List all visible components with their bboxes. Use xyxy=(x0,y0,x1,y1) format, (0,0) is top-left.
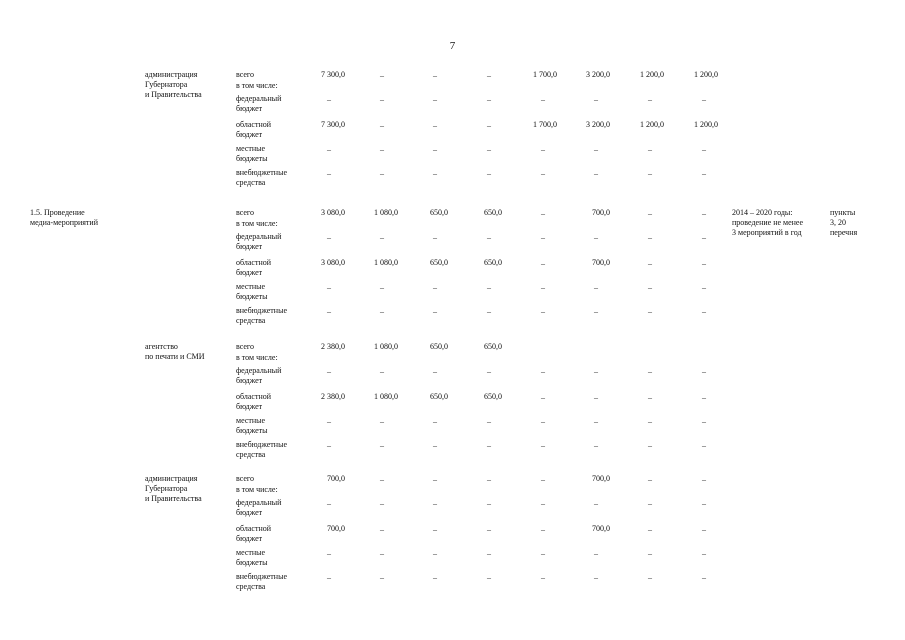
table-cell: – xyxy=(487,475,491,484)
table-cell: – xyxy=(702,549,706,558)
table-cell: – xyxy=(541,549,545,558)
funding-source-label: бюджет xyxy=(236,376,263,385)
executor-name: агентство xyxy=(145,342,178,351)
table-cell: 650,0 xyxy=(430,392,448,401)
table-cell: – xyxy=(702,475,706,484)
table-cell: 1 200,0 xyxy=(640,70,664,79)
table-cell: – xyxy=(380,233,384,242)
executor-name: по печати и СМИ xyxy=(145,352,205,361)
table-cell: 3 080,0 xyxy=(321,258,345,267)
table-cell: – xyxy=(702,233,706,242)
table-cell: – xyxy=(487,525,491,534)
funding-source-label: внебюджетные xyxy=(236,572,287,581)
table-cell: 1 080,0 xyxy=(374,392,398,401)
table-cell: – xyxy=(380,169,384,178)
table-cell: 700,0 xyxy=(592,474,610,483)
table-cell: – xyxy=(433,475,437,484)
table-cell: – xyxy=(594,549,598,558)
funding-source-label: бюджет xyxy=(236,242,263,251)
table-cell: – xyxy=(541,393,545,402)
funding-source-label: всего xyxy=(236,70,255,79)
table-cell: – xyxy=(541,283,545,292)
table-cell: – xyxy=(702,441,706,450)
table-cell: – xyxy=(702,393,706,402)
table-cell: – xyxy=(487,145,491,154)
table-cell: – xyxy=(594,145,598,154)
funding-source-label: бюджет xyxy=(236,402,263,411)
table-cell: – xyxy=(648,525,652,534)
table-cell: – xyxy=(648,307,652,316)
funding-source-label: бюджеты xyxy=(236,292,268,301)
table-cell: – xyxy=(594,169,598,178)
table-cell: – xyxy=(648,367,652,376)
funding-source-label: бюджет xyxy=(236,508,263,517)
table-cell: – xyxy=(541,209,545,218)
table-cell: 3 200,0 xyxy=(586,120,610,129)
table-cell: 700,0 xyxy=(327,524,345,533)
table-cell: – xyxy=(648,233,652,242)
table-cell: – xyxy=(594,499,598,508)
funding-source-label: областной xyxy=(236,524,272,533)
table-cell: – xyxy=(594,233,598,242)
page-number: 7 xyxy=(449,40,456,52)
funding-source-label: федеральный xyxy=(236,498,282,507)
funding-source-label: местные xyxy=(236,548,266,557)
table-cell: – xyxy=(433,307,437,316)
executor-name: администрация xyxy=(145,70,198,79)
table-cell: – xyxy=(702,209,706,218)
table-cell: – xyxy=(327,283,331,292)
table-cell: – xyxy=(541,169,545,178)
table-cell: – xyxy=(648,393,652,402)
table-cell: – xyxy=(702,307,706,316)
executor-name: администрация xyxy=(145,474,198,483)
funding-source-label: областной xyxy=(236,120,272,129)
table-cell: – xyxy=(433,499,437,508)
table-cell: 1 080,0 xyxy=(374,208,398,217)
table-cell: 650,0 xyxy=(484,342,502,351)
table-cell: – xyxy=(433,283,437,292)
table-cell: – xyxy=(648,573,652,582)
table-cell: – xyxy=(433,417,437,426)
table-cell: – xyxy=(648,283,652,292)
table-cell: – xyxy=(327,367,331,376)
table-cell: 650,0 xyxy=(430,342,448,351)
funding-source-label: бюджет xyxy=(236,268,263,277)
table-cell: 700,0 xyxy=(592,524,610,533)
funding-source-label: федеральный xyxy=(236,232,282,241)
table-cell: – xyxy=(594,307,598,316)
table-cell: – xyxy=(648,95,652,104)
table-cell: 3 200,0 xyxy=(586,70,610,79)
table-cell: 1 700,0 xyxy=(533,70,557,79)
table-cell: – xyxy=(327,573,331,582)
table-cell: – xyxy=(380,499,384,508)
funding-source-label: в том числе: xyxy=(236,81,278,90)
table-cell: – xyxy=(433,145,437,154)
funding-source-label: всего xyxy=(236,342,255,351)
table-cell: – xyxy=(702,259,706,268)
table-cell: – xyxy=(433,573,437,582)
table-cell: – xyxy=(487,441,491,450)
table-cell: – xyxy=(702,367,706,376)
table-cell: – xyxy=(487,169,491,178)
reference-note: пункты xyxy=(830,208,856,217)
funding-source-label: областной xyxy=(236,392,272,401)
funding-source-label: всего xyxy=(236,474,255,483)
table-cell: – xyxy=(702,283,706,292)
table-cell: – xyxy=(541,525,545,534)
funding-source-label: внебюджетные xyxy=(236,440,287,449)
funding-source-label: бюджеты xyxy=(236,154,268,163)
table-cell: – xyxy=(487,95,491,104)
funding-source-label: федеральный xyxy=(236,366,282,375)
table-cell: – xyxy=(433,549,437,558)
table-cell: – xyxy=(541,441,545,450)
table-cell: – xyxy=(702,525,706,534)
table-cell: – xyxy=(648,475,652,484)
table-cell: – xyxy=(380,71,384,80)
table-cell: 700,0 xyxy=(592,208,610,217)
table-cell: 650,0 xyxy=(484,392,502,401)
table-cell: – xyxy=(702,95,706,104)
table-cell: – xyxy=(380,441,384,450)
executor-name: и Правительства xyxy=(145,494,202,503)
table-cell: – xyxy=(433,71,437,80)
table-cell: – xyxy=(541,259,545,268)
table-cell: – xyxy=(648,549,652,558)
table-cell: – xyxy=(594,283,598,292)
table-cell: – xyxy=(327,307,331,316)
item-title: медиа-мероприятий xyxy=(30,218,98,227)
funding-source-label: местные xyxy=(236,144,266,153)
expected-result: 2014 – 2020 годы: xyxy=(732,208,793,217)
table-cell: – xyxy=(487,549,491,558)
table-cell: – xyxy=(433,367,437,376)
table-cell: 650,0 xyxy=(430,258,448,267)
reference-note: 3, 20 xyxy=(830,218,846,227)
table-cell: 650,0 xyxy=(484,258,502,267)
table-cell: – xyxy=(648,441,652,450)
table-cell: – xyxy=(702,499,706,508)
funding-source-label: всего xyxy=(236,208,255,217)
funding-source-label: местные xyxy=(236,282,266,291)
table-cell: – xyxy=(327,549,331,558)
table-cell: – xyxy=(648,499,652,508)
table-cell: – xyxy=(648,169,652,178)
table-cell: – xyxy=(702,417,706,426)
table-cell: 650,0 xyxy=(430,208,448,217)
funding-source-label: бюджеты xyxy=(236,426,268,435)
table-cell: 1 080,0 xyxy=(374,342,398,351)
table-cell: – xyxy=(327,417,331,426)
table-cell: – xyxy=(648,417,652,426)
table-cell: – xyxy=(541,233,545,242)
table-cell: 1 200,0 xyxy=(694,120,718,129)
table-cell: – xyxy=(487,283,491,292)
table-cell: – xyxy=(327,145,331,154)
funding-source-label: федеральный xyxy=(236,94,282,103)
table-cell: – xyxy=(433,441,437,450)
table-cell: – xyxy=(433,121,437,130)
table-cell: – xyxy=(380,145,384,154)
table-cell: – xyxy=(648,259,652,268)
table-cell: 1 200,0 xyxy=(694,70,718,79)
table-cell: 1 080,0 xyxy=(374,258,398,267)
expected-result: проведение не менее xyxy=(732,218,804,227)
table-cell: – xyxy=(541,145,545,154)
funding-source-label: в том числе: xyxy=(236,219,278,228)
executor-name: и Правительства xyxy=(145,90,202,99)
table-cell: – xyxy=(380,367,384,376)
table-cell: – xyxy=(702,145,706,154)
table-cell: – xyxy=(380,283,384,292)
executor-name: Губернатора xyxy=(145,484,188,493)
table-cell: – xyxy=(702,573,706,582)
funding-source-label: бюджет xyxy=(236,130,263,139)
table-cell: – xyxy=(541,475,545,484)
table-cell: – xyxy=(541,367,545,376)
table-cell: – xyxy=(380,95,384,104)
funding-source-label: в том числе: xyxy=(236,353,278,362)
table-cell: 2 380,0 xyxy=(321,392,345,401)
funding-source-label: бюджет xyxy=(236,104,263,113)
table-cell: – xyxy=(327,441,331,450)
table-cell: – xyxy=(541,95,545,104)
table-cell: – xyxy=(487,573,491,582)
table-cell: 7 300,0 xyxy=(321,120,345,129)
table-cell: – xyxy=(487,307,491,316)
table-cell: – xyxy=(327,95,331,104)
table-cell: – xyxy=(380,525,384,534)
funding-source-label: областной xyxy=(236,258,272,267)
table-cell: – xyxy=(541,307,545,316)
table-cell: – xyxy=(648,145,652,154)
table-cell: – xyxy=(380,573,384,582)
table-cell: 700,0 xyxy=(327,474,345,483)
table-cell: – xyxy=(487,499,491,508)
table-cell: – xyxy=(433,525,437,534)
table-cell: – xyxy=(380,307,384,316)
executor-name: Губернатора xyxy=(145,80,188,89)
table-cell: – xyxy=(594,367,598,376)
table-cell: – xyxy=(702,169,706,178)
table-cell: 2 380,0 xyxy=(321,342,345,351)
table-cell: – xyxy=(594,417,598,426)
funding-source-label: средства xyxy=(236,450,266,459)
table-cell: – xyxy=(594,393,598,402)
table-cell: 1 200,0 xyxy=(640,120,664,129)
table-cell: – xyxy=(487,417,491,426)
table-cell: – xyxy=(380,549,384,558)
funding-source-label: внебюджетные xyxy=(236,306,287,315)
table-cell: 700,0 xyxy=(592,258,610,267)
table-cell: – xyxy=(380,475,384,484)
expected-result: 3 мероприятий в год xyxy=(732,228,802,237)
table-cell: 3 080,0 xyxy=(321,208,345,217)
table-cell: – xyxy=(487,71,491,80)
table-cell: – xyxy=(327,233,331,242)
table-cell: – xyxy=(594,573,598,582)
table-cell: 650,0 xyxy=(484,208,502,217)
funding-source-label: средства xyxy=(236,316,266,325)
table-cell: – xyxy=(541,417,545,426)
funding-source-label: внебюджетные xyxy=(236,168,287,177)
table-cell: – xyxy=(487,233,491,242)
table-cell: – xyxy=(594,441,598,450)
table-cell: – xyxy=(541,499,545,508)
table-cell: – xyxy=(487,121,491,130)
table-cell: – xyxy=(487,367,491,376)
table-cell: – xyxy=(594,95,598,104)
funding-source-label: бюджет xyxy=(236,534,263,543)
table-cell: – xyxy=(380,417,384,426)
item-title: 1.5. Проведение xyxy=(30,208,85,217)
table-cell: 7 300,0 xyxy=(321,70,345,79)
funding-source-label: средства xyxy=(236,582,266,591)
table-cell: – xyxy=(648,209,652,218)
table-cell: – xyxy=(433,169,437,178)
table-cell: – xyxy=(327,499,331,508)
table-cell: – xyxy=(541,573,545,582)
funding-source-label: средства xyxy=(236,178,266,187)
table-cell: – xyxy=(433,95,437,104)
reference-note: перечня xyxy=(830,228,858,237)
table-cell: – xyxy=(327,169,331,178)
table-cell: – xyxy=(433,233,437,242)
table-cell: 1 700,0 xyxy=(533,120,557,129)
table-cell: – xyxy=(380,121,384,130)
funding-source-label: местные xyxy=(236,416,266,425)
funding-source-label: в том числе: xyxy=(236,485,278,494)
funding-source-label: бюджеты xyxy=(236,558,268,567)
